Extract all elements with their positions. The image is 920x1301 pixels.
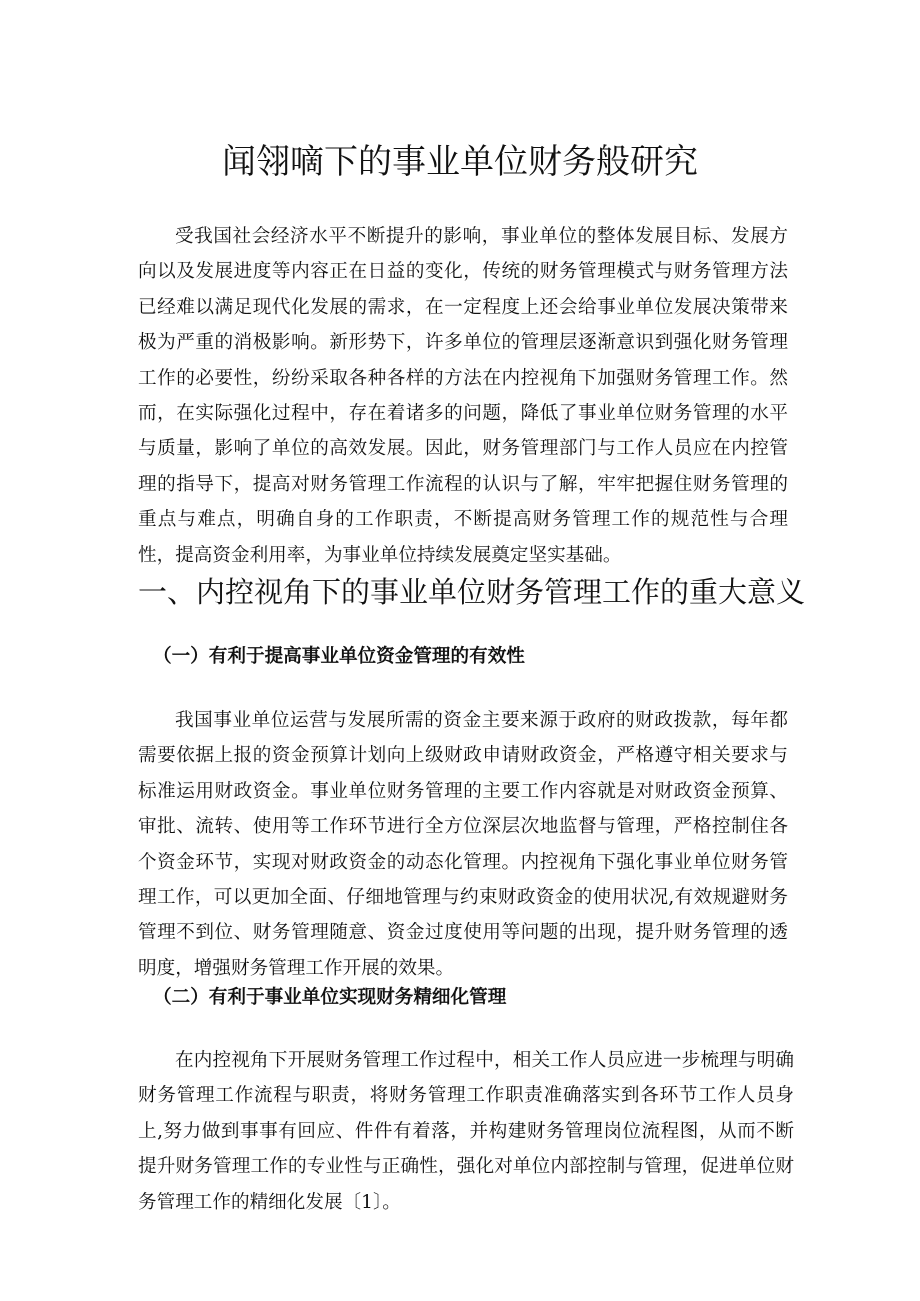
subsection-2-paragraph: 在内控视角下开展财务管理工作过程中，相关工作人员应进一步梳理与明确财务管理工作流程与职责，将财务管理工作职责准确落实到各环节工作人员身上,努力做到事事有回应、件件有着落，并构建财务管理岗位流程图，从而不断提升财务管理工作的专业性与正确性，强化对单位内部控制与管理，促进单位财务管理工作的精细化发展〔1〕。 [138,1050,794,1213]
section-heading-1: 一、内控视角下的事业单位财务管理工作的重大意义 [138,575,806,609]
document-title: 闻翎嘀下的事业单位财务般研究 [222,142,698,182]
intro-paragraph: 受我国社会经济水平不断提升的影响，事业单位的整体发展目标、发展方向以及发展进度等内容正在日益的变化，传统的财务管理模式与财务管理方法已经难以满足现代化发展的需求，在一定程度上还会给事业单位发展决策带来极为严重的消极影响。新形势下，许多单位的管理层逐渐意识到强化财务管理工作的必要性，纷纷采取各种各样的方法在内控视角下加强财务管理工作。然而，在实际强化过程中，存在着诸多的问题，降低了事业单位财务管理的水平与质量，影响了单位的高效发展。因此，财务管理部门与工作人员应在内控管理的指导下，提高对财务管理工作流程的认识与了解，牢牢把握住财务管理的重点与难点，明确自身的工作职责，不断提高财务管理工作的规范性与合理性，提高资金利用率，为事业单位持续发展奠定坚实基础。 [138,226,788,566]
subsection-heading-1: （一）有利于提高事业单位资金管理的有效性 [153,646,525,667]
subsection-1-paragraph: 我国事业单位运营与发展所需的资金主要来源于政府的财政拨款，每年都需要依据上报的资金预算计划向上级财政申请财政资金，严格遵守相关要求与标准运用财政资金。事业单位财务管理的主要工作内容就是对财政资金预算、审批、流转、使用等工作环节进行全方位深层次地监督与管理，严格控制住各个资金环节，实现对财政资金的动态化管理。内控视角下强化事业单位财务管理工作，可以更加全面、仔细地管理与约束财政资金的使用状况,有效规避财务管理不到位、财务管理随意、资金过度使用等问题的出现，提升财务管理的透明度，增强财务管理工作开展的效果。 [138,710,788,979]
subsection-heading-2: （二）有利于事业单位实现财务精细化管理 [153,987,507,1008]
